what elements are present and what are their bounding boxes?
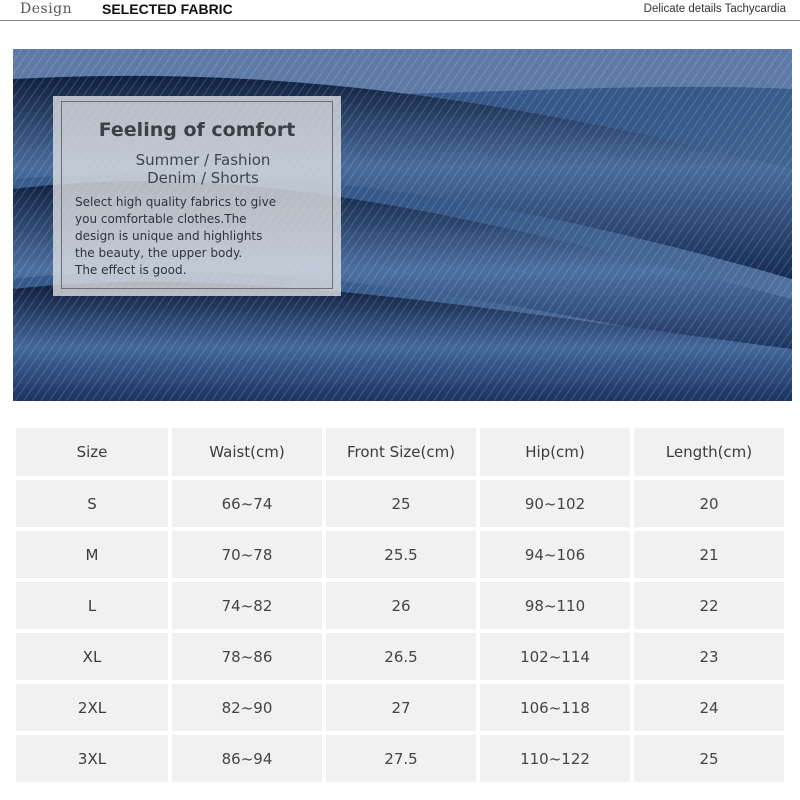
header-divider xyxy=(0,20,800,21)
table-cell: 78~86 xyxy=(172,633,322,680)
table-cell: 24 xyxy=(634,684,784,731)
table-cell: 25.5 xyxy=(326,531,476,578)
description-line: Select high quality fabrics to give xyxy=(75,195,277,209)
description-line: design is unique and highlights xyxy=(75,229,263,243)
table-cell: 74~82 xyxy=(172,582,322,629)
table-cell: 102~114 xyxy=(480,633,630,680)
size-chart-table xyxy=(12,424,788,786)
table-row xyxy=(16,735,784,782)
denim-fabric-banner xyxy=(13,49,792,401)
description-line: you comfortable clothes.The xyxy=(75,212,247,226)
description-line: the beauty, the upper body. xyxy=(75,246,243,260)
table-cell: 90~102 xyxy=(480,480,630,527)
banner-subtitle-1: Summer / Fashion xyxy=(135,151,271,169)
table-cell: 86~94 xyxy=(172,735,322,782)
table-header-row xyxy=(16,428,784,476)
table-cell: 27.5 xyxy=(326,735,476,782)
header-cell: Size xyxy=(16,428,168,476)
table-cell: 25 xyxy=(326,480,476,527)
table-cell: 20 xyxy=(634,480,784,527)
header-cell: Waist(cm) xyxy=(172,428,322,476)
table-cell: 27 xyxy=(326,684,476,731)
table-cell: 66~74 xyxy=(172,480,322,527)
table-cell: 98~110 xyxy=(480,582,630,629)
header-cell: Front Size(cm) xyxy=(326,428,476,476)
table-cell: 21 xyxy=(634,531,784,578)
table-cell: 106~118 xyxy=(480,684,630,731)
table-row xyxy=(16,684,784,731)
table-row xyxy=(16,531,784,578)
banner-heading: Feeling of comfort xyxy=(98,119,296,141)
size-cell: 2XL xyxy=(16,684,168,731)
size-cell: S xyxy=(16,480,168,527)
section-title: SELECTED FABRIC xyxy=(102,1,233,17)
table-row xyxy=(16,480,784,527)
table-cell: 26 xyxy=(326,582,476,629)
table-cell: 82~90 xyxy=(172,684,322,731)
table-cell: 23 xyxy=(634,633,784,680)
size-cell: L xyxy=(16,582,168,629)
header-bar xyxy=(0,0,800,22)
banner-subtitle-2: Denim / Shorts xyxy=(147,169,259,187)
size-cell: 3XL xyxy=(16,735,168,782)
banner-description xyxy=(75,194,339,279)
description-line: The effect is good. xyxy=(75,263,187,277)
size-cell: M xyxy=(16,531,168,578)
table-cell: 110~122 xyxy=(480,735,630,782)
header-cell: Hip(cm) xyxy=(480,428,630,476)
table-cell: 25 xyxy=(634,735,784,782)
table-cell: 70~78 xyxy=(172,531,322,578)
table-row xyxy=(16,633,784,680)
table-row xyxy=(16,582,784,629)
table-cell: 26.5 xyxy=(326,633,476,680)
size-cell: XL xyxy=(16,633,168,680)
header-cell: Length(cm) xyxy=(634,428,784,476)
table-cell: 94~106 xyxy=(480,531,630,578)
table-cell: 22 xyxy=(634,582,784,629)
header-tagline: Delicate details Tachycardia xyxy=(643,3,786,15)
design-label: Design xyxy=(20,1,73,17)
